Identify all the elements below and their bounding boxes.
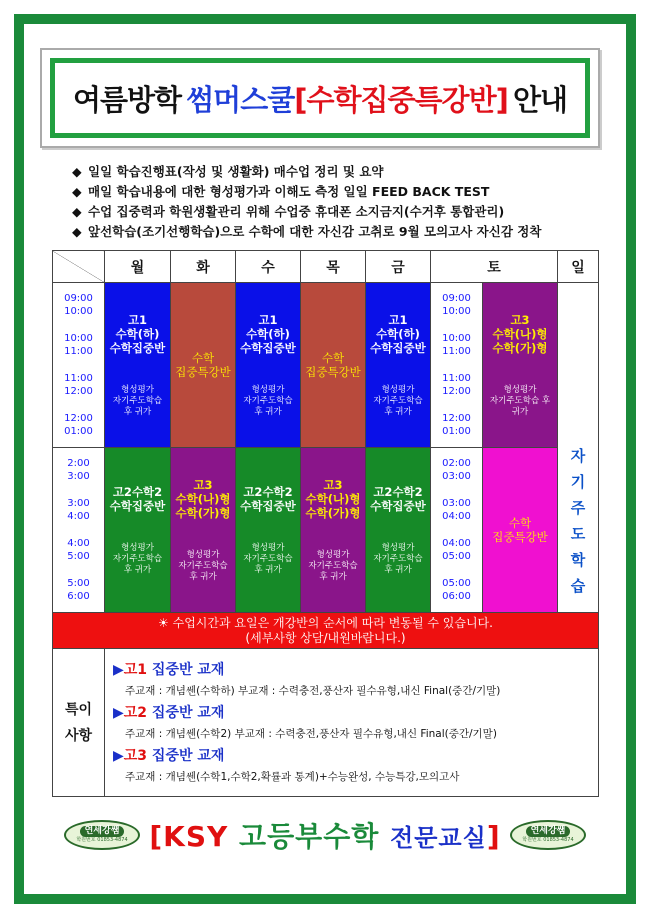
day-wed: 수 <box>236 251 301 283</box>
afternoon-row <box>53 448 599 613</box>
section-g3-body: 주교재 : 개념쎈(수학1,수학2,확률과 통계)+수능완성, 수능특강,모의고사 <box>125 771 460 783</box>
bracket-close: ] <box>486 820 501 853</box>
class-title: 고1 수학(하) 수학집중반 <box>240 312 296 355</box>
title-part4: 안내 <box>512 82 567 117</box>
day-sat: 토 <box>431 251 558 283</box>
time-slot: 11:00 12:00 <box>64 373 93 397</box>
class-title: 고2수학2 수학집중반 <box>240 484 296 513</box>
diamond-icon: ◆ <box>72 224 82 239</box>
section-g3-title <box>113 745 590 765</box>
day-sun: 일 <box>558 251 599 283</box>
section-label: 집중반 교재 <box>147 662 225 678</box>
brand-text <box>149 815 500 855</box>
grade-label: 고1 <box>123 662 148 678</box>
title-inner <box>50 58 590 138</box>
logo-name: 연세강쌤 <box>80 826 125 837</box>
class-title: 수학 집중특강반 <box>492 516 548 544</box>
time-slot: 10:00 11:00 <box>64 333 93 357</box>
class-note: 형성평가 자기주도학습 후 귀가 <box>373 542 423 575</box>
day-fri: 금 <box>366 251 431 283</box>
time-slot: 05:00 06:00 <box>442 578 471 602</box>
time-slot: 10:00 11:00 <box>442 333 471 357</box>
class-title: 수학 집중특강반 <box>175 351 231 379</box>
logo-name: 연세강쌤 <box>526 826 571 837</box>
arrow-right-icon: ▶ <box>113 748 124 764</box>
tue-afternoon-g3 <box>171 448 236 613</box>
morning-row <box>53 283 599 448</box>
time-slot: 09:00 10:00 <box>64 293 93 317</box>
special-row <box>53 649 599 797</box>
bullet-text: 수업 집중력과 학원생활관리 위해 수업중 휴대폰 소지금지(수거후 통합관리) <box>88 204 505 219</box>
brand-green: 고등부수학 <box>228 820 391 853</box>
saturday-times-morning <box>431 283 483 448</box>
schedule-notice: ☀ 수업시간과 요일은 개강반의 순서에 따라 변동될 수 있습니다. (세부사항 상담/내원바랍니다.) <box>53 613 599 649</box>
time-slot: 12:00 01:00 <box>442 413 471 437</box>
brand-ksy: KSY <box>163 820 229 853</box>
notice-row <box>53 613 599 649</box>
day-header-row <box>53 251 599 283</box>
thu-afternoon-g3 <box>301 448 366 613</box>
time-slot: 12:00 01:00 <box>64 413 93 437</box>
class-note: 형성평가 자기주도학습 후 귀가 <box>178 549 228 582</box>
weekday-times-afternoon <box>53 448 105 613</box>
title-part2: 썸머스쿨 <box>186 82 295 117</box>
mon-morning-g1 <box>105 283 171 448</box>
section-g2-body: 주교재 : 개념쎈(수학2) 부교재 : 수력충전,풍산자 필수유형,내신 Final(중간/기말) <box>125 728 497 740</box>
logo-right <box>510 820 586 850</box>
class-title: 고1 수학(하) 수학집중반 <box>370 312 426 355</box>
class-title: 고2수학2 수학집중반 <box>109 484 166 513</box>
class-note: 형성평가 자기주도학습 후 귀가 <box>489 384 551 417</box>
fri-afternoon-g2 <box>366 448 431 613</box>
class-title: 고3 수학(나)형 수학(가)형 <box>492 312 548 355</box>
sunday-cell <box>558 283 599 613</box>
title-part3: [수학집중특강반] <box>294 82 508 117</box>
time-slot: 11:00 12:00 <box>442 373 471 397</box>
diamond-icon: ◆ <box>72 184 82 199</box>
time-slot: 5:00 6:00 <box>67 578 90 602</box>
sat-afternoon-special <box>483 448 558 613</box>
bullet-text: 매일 학습내용에 대한 형성평가과 이해도 측정 일일 FEED BACK TEST <box>88 184 490 199</box>
bullet-item <box>72 162 632 182</box>
section-g1-body: 주교재 : 개념쎈(수학하) 부교재 : 수력충전,풍산자 필수유형,내신 Final(중간/기말) <box>125 685 501 697</box>
footer <box>64 815 586 855</box>
special-label: 특이 사항 <box>53 649 105 797</box>
bullet-item <box>72 182 632 202</box>
class-note: 형성평가 자기주도학습 후 귀가 <box>112 542 163 575</box>
thu-morning-special <box>301 283 366 448</box>
diamond-icon: ◆ <box>72 204 82 219</box>
class-title: 수학 집중특강반 <box>305 351 361 379</box>
grade-label: 고2 <box>123 705 148 721</box>
class-title: 고3 수학(나)형 수학(가)형 <box>305 477 361 520</box>
section-label: 집중반 교재 <box>147 705 225 721</box>
arrow-right-icon: ▶ <box>113 662 124 678</box>
section-g1-title <box>113 659 590 679</box>
tue-morning-special <box>171 283 236 448</box>
class-title: 고2수학2 수학집중반 <box>370 484 426 513</box>
class-note: 형성평가 자기주도학습 후 귀가 <box>308 549 358 582</box>
day-tue: 화 <box>171 251 236 283</box>
wed-afternoon-g2 <box>236 448 301 613</box>
logo-sub: 학원번호 01853-4874 <box>522 837 574 843</box>
logo-sub: 학원번호 01853-4874 <box>76 837 128 843</box>
diamond-icon: ◆ <box>72 164 82 179</box>
bullet-text: 앞선학습(조기선행학습)으로 수학에 대한 자신감 고취로 9월 모의고사 자신감 정착 <box>88 224 542 239</box>
weekday-times-morning <box>53 283 105 448</box>
wed-morning-g1 <box>236 283 301 448</box>
time-slot: 02:00 03:00 <box>442 458 471 482</box>
bracket-open: [ <box>149 820 164 853</box>
sunday-text: 자 기 주 도 학 습 <box>570 447 586 595</box>
corner-cell <box>53 251 105 283</box>
logo-left <box>64 820 140 850</box>
grade-label: 고3 <box>123 748 148 764</box>
time-slot: 4:00 5:00 <box>67 538 90 562</box>
mon-afternoon-g2 <box>105 448 171 613</box>
class-note: 형성평가 자기주도학습 후 귀가 <box>243 384 293 417</box>
arrow-right-icon: ▶ <box>113 705 124 721</box>
class-note: 형성평가 자기주도학습 후 귀가 <box>373 384 423 417</box>
class-note: 형성평가 자기주도학습 후 귀가 <box>243 542 293 575</box>
day-thu: 목 <box>301 251 366 283</box>
special-notes <box>105 649 599 797</box>
bullet-item <box>72 202 632 222</box>
fri-morning-g1 <box>366 283 431 448</box>
title-part1: 여름방학 <box>73 82 182 117</box>
time-slot: 2:00 3:00 <box>67 458 90 482</box>
sat-morning-g3 <box>483 283 558 448</box>
time-slot: 03:00 04:00 <box>442 498 471 522</box>
time-slot: 09:00 10:00 <box>442 293 471 317</box>
bullet-list <box>72 162 632 242</box>
class-title: 고1 수학(하) 수학집중반 <box>109 312 166 355</box>
day-mon: 월 <box>105 251 171 283</box>
title-box <box>40 48 600 148</box>
bullet-text: 일일 학습진행표(작성 및 생활화) 매수업 정리 및 요약 <box>88 164 384 179</box>
bullet-item <box>72 222 632 242</box>
brand-blue: 전문교실 <box>390 824 487 852</box>
schedule-table <box>52 250 599 797</box>
class-title: 고3 수학(나)형 수학(가)형 <box>175 477 231 520</box>
class-note: 형성평가 자기주도학습 후 귀가 <box>112 384 163 417</box>
time-slot: 3:00 4:00 <box>67 498 90 522</box>
time-slot: 04:00 05:00 <box>442 538 471 562</box>
section-g2-title <box>113 702 590 722</box>
saturday-times-afternoon <box>431 448 483 613</box>
section-label: 집중반 교재 <box>147 748 225 764</box>
